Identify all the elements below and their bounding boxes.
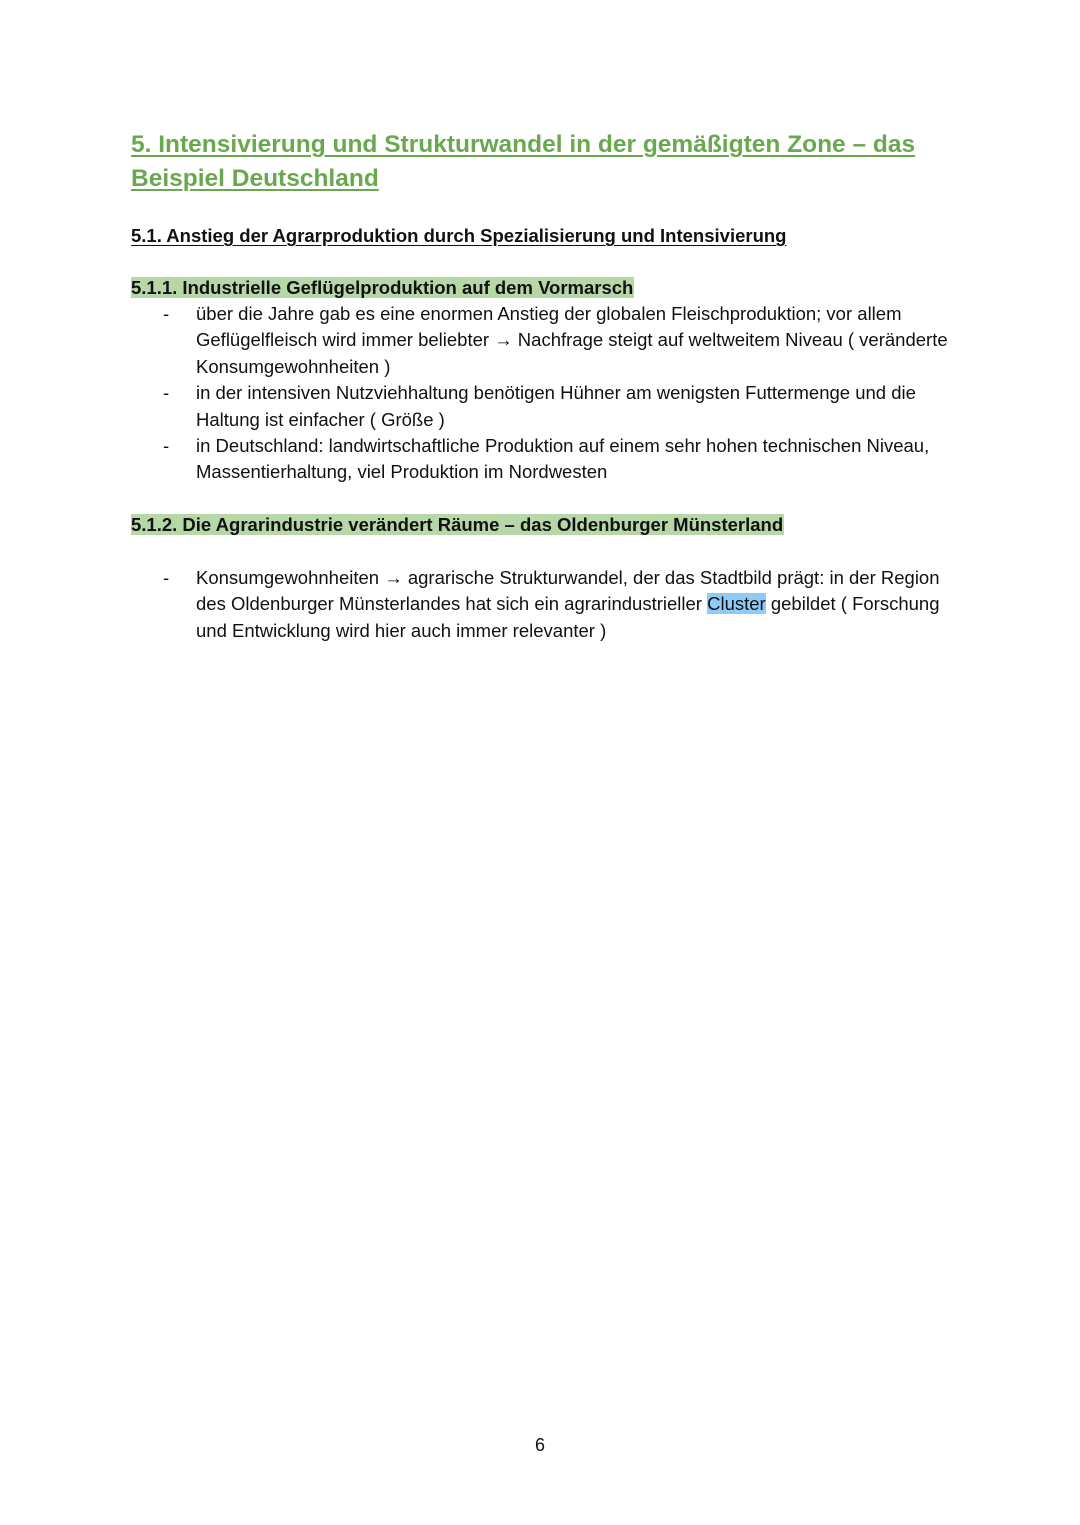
bullet-marker: -: [163, 382, 170, 404]
list-item: [160, 433, 960, 486]
subsection-heading-2: [131, 513, 784, 537]
list-item-text-before: Konsumgewohnheiten → agrarische Strukturwandel, der das Stadtbild prägt: in der Region des Oldenburger Münsterlandes hat sich ein agrarindustrieller: [196, 567, 940, 615]
bullet-list-2: [160, 565, 960, 644]
list-item: [160, 565, 960, 644]
bullet-list-1: [160, 301, 960, 486]
page-number: 6: [534, 1435, 545, 1455]
page-title: 5. Intensivierung und Strukturwandel in der gemäßigten Zone – das Beispiel Deutschland: [131, 131, 916, 192]
list-item: [160, 301, 960, 380]
list-item-text: in der intensiven Nutzviehhaltung benötigen Hühner am wenigsten Futtermenge und die Haltung ist einfacher ( Größe ): [196, 382, 916, 430]
list-item: [160, 380, 960, 433]
subsection-heading-1-text: 5.1.1. Industrielle Geflügelproduktion auf dem Vormarsch: [131, 277, 634, 298]
subsection-heading-1: [131, 276, 634, 300]
list-item-text-after: gebildet ( Forschung und Entwicklung wird hier auch immer relevanter ): [196, 593, 940, 641]
bullet-marker: -: [163, 567, 170, 588]
list-item-text: in Deutschland: landwirtschaftliche Produktion auf einem sehr hohen technischen Niveau, Massentierhaltung, viel Produktion im Nordwesten: [196, 435, 930, 483]
subsection-heading-2-text: 5.1.2. Die Agrarindustrie verändert Räume – das Oldenburger Münsterland: [131, 514, 784, 535]
list-item-text: über die Jahre gab es eine enormen Anstieg der globalen Fleischproduktion; vor allem Geflügelfleisch wird immer beliebter → Nachfrage steigt auf weltweitem Niveau ( veränderte Konsumgewohnheiten ): [196, 303, 948, 377]
section-heading: 5.1. Anstieg der Agrarproduktion durch Spezialisierung und Intensivierung: [131, 225, 787, 246]
bullet-marker: -: [163, 303, 170, 324]
bullet-marker: -: [163, 435, 170, 457]
selected-text-highlight[interactable]: Cluster: [707, 593, 766, 615]
